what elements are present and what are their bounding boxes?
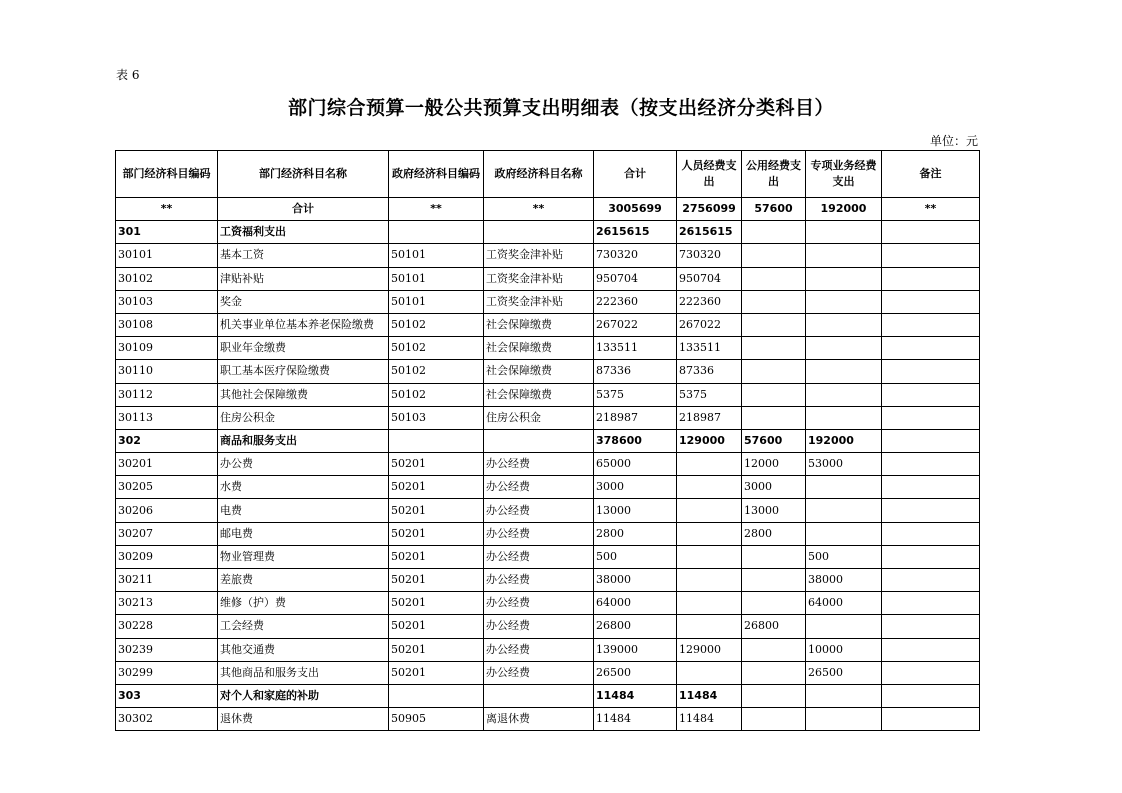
table-cell: [882, 453, 980, 476]
group-row: [116, 429, 980, 452]
table-cell: 30102: [116, 267, 218, 290]
table-cell: 30209: [116, 545, 218, 568]
table-cell: 办公经费: [484, 453, 594, 476]
table-cell: [806, 499, 882, 522]
table-cell: 50201: [389, 499, 484, 522]
table-cell: 2756099: [677, 198, 742, 221]
unit-label: 单位：元: [929, 134, 978, 148]
table-cell: 50101: [389, 290, 484, 313]
table-number: 表 6: [116, 68, 140, 82]
column-header: 政府经济科目编码: [389, 151, 484, 198]
table-cell: 住房公积金: [218, 406, 389, 429]
table-cell: 378600: [594, 429, 677, 452]
table-cell: 50101: [389, 244, 484, 267]
table-cell: **: [389, 198, 484, 221]
table-row: [116, 545, 980, 568]
table-cell: 邮电费: [218, 522, 389, 545]
table-cell: [742, 360, 806, 383]
table-cell: 139000: [594, 638, 677, 661]
group-row: [116, 684, 980, 707]
table-cell: 302: [116, 429, 218, 452]
table-cell: [677, 569, 742, 592]
table-row: [116, 360, 980, 383]
table-cell: [677, 453, 742, 476]
table-cell: 26800: [594, 615, 677, 638]
table-cell: [677, 545, 742, 568]
table-cell: 26800: [742, 615, 806, 638]
table-cell: 730320: [677, 244, 742, 267]
table-cell: 合计: [218, 198, 389, 221]
table-cell: 其他交通费: [218, 638, 389, 661]
table-cell: 50201: [389, 476, 484, 499]
column-header: 部门经济科目名称: [218, 151, 389, 198]
table-cell: 57600: [742, 198, 806, 221]
table-cell: 133511: [677, 337, 742, 360]
table-cell: 50201: [389, 522, 484, 545]
table-cell: [806, 267, 882, 290]
table-cell: [882, 499, 980, 522]
table-cell: 38000: [806, 569, 882, 592]
table-cell: [742, 592, 806, 615]
table-cell: [882, 638, 980, 661]
table-cell: 30201: [116, 453, 218, 476]
table-cell: 950704: [594, 267, 677, 290]
table-cell: 对个人和家庭的补助: [218, 684, 389, 707]
table-cell: 办公费: [218, 453, 389, 476]
table-cell: 730320: [594, 244, 677, 267]
table-cell: 30239: [116, 638, 218, 661]
table-cell: [806, 708, 882, 731]
table-cell: [882, 290, 980, 313]
table-cell: [742, 290, 806, 313]
table-cell: 退休费: [218, 708, 389, 731]
column-header: 部门经济科目编码: [116, 151, 218, 198]
table-cell: 30110: [116, 360, 218, 383]
table-cell: 水费: [218, 476, 389, 499]
table-cell: 38000: [594, 569, 677, 592]
table-row: [116, 615, 980, 638]
table-cell: 30206: [116, 499, 218, 522]
table-cell: 差旅费: [218, 569, 389, 592]
table-cell: 11484: [594, 684, 677, 707]
table-cell: [806, 406, 882, 429]
table-cell: 500: [594, 545, 677, 568]
table-cell: [742, 221, 806, 244]
table-cell: **: [882, 198, 980, 221]
table-cell: 2800: [594, 522, 677, 545]
table-cell: [882, 476, 980, 499]
table-cell: 2615615: [594, 221, 677, 244]
table-cell: [677, 499, 742, 522]
table-cell: 津贴补贴: [218, 267, 389, 290]
table-cell: 50102: [389, 313, 484, 336]
table-cell: 30228: [116, 615, 218, 638]
table-cell: 218987: [594, 406, 677, 429]
table-cell: 30207: [116, 522, 218, 545]
table-cell: 30213: [116, 592, 218, 615]
table-cell: 社会保障缴费: [484, 313, 594, 336]
table-cell: 87336: [594, 360, 677, 383]
group-row: [116, 221, 980, 244]
table-cell: 30108: [116, 313, 218, 336]
table-cell: 物业管理费: [218, 545, 389, 568]
table-cell: 50201: [389, 569, 484, 592]
table-cell: [742, 638, 806, 661]
table-row: [116, 337, 980, 360]
table-cell: 2615615: [677, 221, 742, 244]
table-cell: [742, 244, 806, 267]
table-cell: 50201: [389, 453, 484, 476]
table-cell: 133511: [594, 337, 677, 360]
table-cell: 其他社会保障缴费: [218, 383, 389, 406]
table-cell: 64000: [806, 592, 882, 615]
table-cell: [882, 267, 980, 290]
table-row: [116, 453, 980, 476]
table-cell: [806, 290, 882, 313]
table-cell: 64000: [594, 592, 677, 615]
table-cell: 11484: [677, 684, 742, 707]
table-cell: 3000: [742, 476, 806, 499]
table-cell: [806, 337, 882, 360]
table-cell: [484, 221, 594, 244]
table-cell: 办公经费: [484, 615, 594, 638]
table-cell: 30101: [116, 244, 218, 267]
table-cell: 50201: [389, 615, 484, 638]
table-row: [116, 406, 980, 429]
table-row: [116, 522, 980, 545]
table-cell: 离退休费: [484, 708, 594, 731]
table-cell: 其他商品和服务支出: [218, 661, 389, 684]
table-cell: **: [484, 198, 594, 221]
table-cell: [677, 661, 742, 684]
table-cell: **: [116, 198, 218, 221]
table-cell: [742, 406, 806, 429]
table-cell: 办公经费: [484, 499, 594, 522]
table-cell: 机关事业单位基本养老保险缴费: [218, 313, 389, 336]
table-cell: 50905: [389, 708, 484, 731]
table-cell: 301: [116, 221, 218, 244]
table-cell: [389, 684, 484, 707]
page-title: 部门综合预算一般公共预算支出明细表（按支出经济分类科目）: [287, 97, 834, 119]
table-cell: 30299: [116, 661, 218, 684]
table-cell: 办公经费: [484, 661, 594, 684]
table-cell: [882, 545, 980, 568]
table-cell: [882, 406, 980, 429]
table-cell: 303: [116, 684, 218, 707]
table-row: [116, 313, 980, 336]
table-cell: 办公经费: [484, 592, 594, 615]
table-cell: [882, 429, 980, 452]
table-cell: [742, 684, 806, 707]
table-cell: [742, 267, 806, 290]
table-cell: 12000: [742, 453, 806, 476]
table-cell: [742, 661, 806, 684]
table-cell: 50201: [389, 661, 484, 684]
table-cell: 57600: [742, 429, 806, 452]
column-header: 备注: [882, 151, 980, 198]
table-cell: 3000: [594, 476, 677, 499]
table-cell: [882, 383, 980, 406]
table-cell: [882, 244, 980, 267]
table-cell: [882, 592, 980, 615]
table-cell: 500: [806, 545, 882, 568]
table-cell: 2800: [742, 522, 806, 545]
table-cell: 5375: [677, 383, 742, 406]
table-cell: [389, 429, 484, 452]
table-cell: [806, 476, 882, 499]
column-header: 专项业务经费支出: [806, 151, 882, 198]
table-cell: 950704: [677, 267, 742, 290]
total-row: [116, 198, 980, 221]
table-cell: 30112: [116, 383, 218, 406]
table-cell: 工资奖金津补贴: [484, 290, 594, 313]
table-cell: [806, 221, 882, 244]
table-cell: [742, 545, 806, 568]
table-cell: [882, 708, 980, 731]
table-cell: [806, 313, 882, 336]
table-cell: 50201: [389, 592, 484, 615]
table-cell: [806, 244, 882, 267]
table-cell: 26500: [594, 661, 677, 684]
table-row: [116, 383, 980, 406]
table-cell: [806, 522, 882, 545]
table-cell: 222360: [677, 290, 742, 313]
table-cell: 办公经费: [484, 522, 594, 545]
table-row: [116, 708, 980, 731]
table-cell: 社会保障缴费: [484, 360, 594, 383]
table-row: [116, 499, 980, 522]
table-cell: [742, 569, 806, 592]
table-cell: 192000: [806, 429, 882, 452]
header-row: [116, 151, 980, 198]
table-cell: 工会经费: [218, 615, 389, 638]
table-cell: 50102: [389, 360, 484, 383]
table-cell: [742, 708, 806, 731]
table-cell: [882, 337, 980, 360]
table-row: [116, 244, 980, 267]
table-cell: [677, 476, 742, 499]
table-cell: 13000: [742, 499, 806, 522]
table-cell: 职工基本医疗保险缴费: [218, 360, 389, 383]
table-cell: [677, 522, 742, 545]
table-cell: [806, 684, 882, 707]
table-cell: 218987: [677, 406, 742, 429]
table-cell: 53000: [806, 453, 882, 476]
table-cell: 267022: [677, 313, 742, 336]
table-cell: [677, 615, 742, 638]
table-row: [116, 592, 980, 615]
table-cell: 30211: [116, 569, 218, 592]
table-row: [116, 476, 980, 499]
table-cell: 职业年金缴费: [218, 337, 389, 360]
budget-table: [115, 150, 980, 731]
table-cell: 50201: [389, 638, 484, 661]
column-header: 人员经费支出: [677, 151, 742, 198]
table-cell: 10000: [806, 638, 882, 661]
table-cell: 电费: [218, 499, 389, 522]
table-cell: 办公经费: [484, 569, 594, 592]
table-cell: 工资奖金津补贴: [484, 267, 594, 290]
table-cell: 30205: [116, 476, 218, 499]
table-cell: [806, 383, 882, 406]
table-cell: [742, 383, 806, 406]
table-cell: 50201: [389, 545, 484, 568]
table-cell: 工资奖金津补贴: [484, 244, 594, 267]
table-cell: 商品和服务支出: [218, 429, 389, 452]
table-cell: [806, 615, 882, 638]
table-cell: 267022: [594, 313, 677, 336]
table-cell: [484, 684, 594, 707]
table-row: [116, 638, 980, 661]
table-cell: 社会保障缴费: [484, 383, 594, 406]
table-cell: 办公经费: [484, 638, 594, 661]
table-cell: 社会保障缴费: [484, 337, 594, 360]
table-cell: 65000: [594, 453, 677, 476]
table-cell: [882, 360, 980, 383]
table-cell: 奖金: [218, 290, 389, 313]
column-header: 合计: [594, 151, 677, 198]
table-cell: [882, 615, 980, 638]
table-cell: 13000: [594, 499, 677, 522]
table-cell: 办公经费: [484, 545, 594, 568]
table-row: [116, 267, 980, 290]
table-cell: 30302: [116, 708, 218, 731]
table-cell: [882, 221, 980, 244]
table-cell: 维修（护）费: [218, 592, 389, 615]
column-header: 公用经费支出: [742, 151, 806, 198]
table-cell: 30109: [116, 337, 218, 360]
table-cell: 办公经费: [484, 476, 594, 499]
table-row: [116, 569, 980, 592]
table-cell: 87336: [677, 360, 742, 383]
table-cell: [806, 360, 882, 383]
table-cell: 工资福利支出: [218, 221, 389, 244]
table-cell: [882, 661, 980, 684]
table-cell: 129000: [677, 638, 742, 661]
table-cell: [882, 569, 980, 592]
table-cell: 50101: [389, 267, 484, 290]
table-cell: [882, 684, 980, 707]
table-cell: 129000: [677, 429, 742, 452]
table-cell: [742, 313, 806, 336]
table-cell: 基本工资: [218, 244, 389, 267]
table-cell: 50103: [389, 406, 484, 429]
table-cell: [677, 592, 742, 615]
table-cell: 30113: [116, 406, 218, 429]
table-cell: [882, 522, 980, 545]
table-row: [116, 661, 980, 684]
table-cell: 50102: [389, 383, 484, 406]
column-header: 政府经济科目名称: [484, 151, 594, 198]
table-cell: 30103: [116, 290, 218, 313]
table-cell: 住房公积金: [484, 406, 594, 429]
table-cell: 50102: [389, 337, 484, 360]
table-cell: [742, 337, 806, 360]
table-cell: 222360: [594, 290, 677, 313]
table-cell: [882, 313, 980, 336]
table-row: [116, 290, 980, 313]
table-cell: 26500: [806, 661, 882, 684]
table-cell: 5375: [594, 383, 677, 406]
table-cell: 11484: [677, 708, 742, 731]
table-cell: [389, 221, 484, 244]
table-cell: 11484: [594, 708, 677, 731]
table-cell: 3005699: [594, 198, 677, 221]
table-cell: 192000: [806, 198, 882, 221]
table-cell: [484, 429, 594, 452]
